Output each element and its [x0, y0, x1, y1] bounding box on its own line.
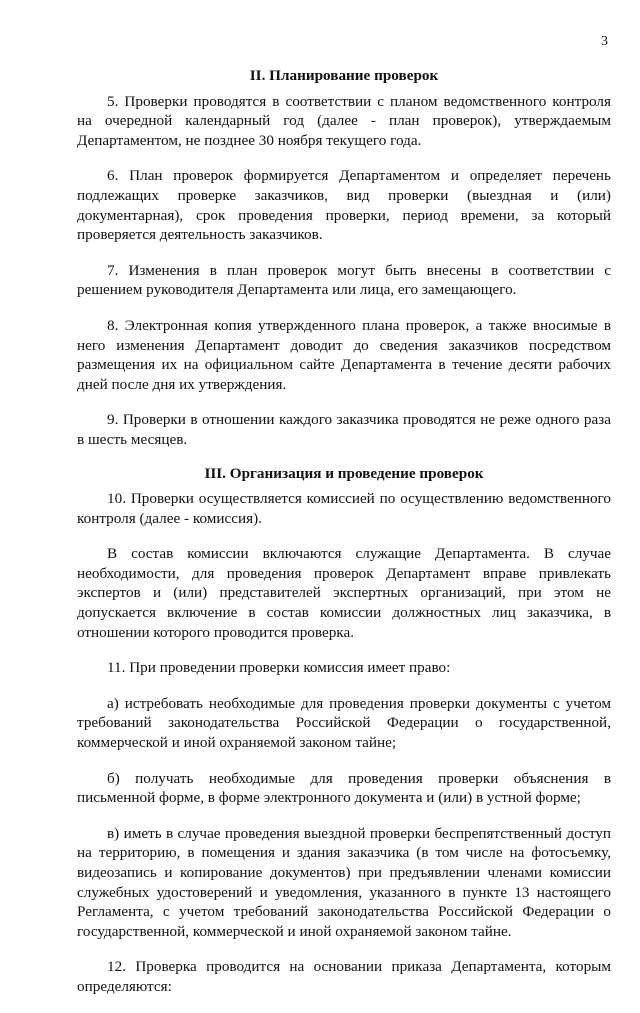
paragraph: 11. При проведении проверки комиссия имеет право:: [107, 659, 451, 677]
document-body: [77, 66, 611, 1013]
paragraph: 5. Проверки проводятся в соответствии с планом ведомственного контроля на очередной календарный год (далее - план проверок), утверждаемым Департаментом, не позднее 30 ноября текущего года.: [77, 92, 611, 149]
paragraph: 6. План проверок формируется Департаментом и определяет перечень подлежащих проверке заказчиков, вид проверки (выездная и (или) документарная), срок проведения проверки, период времени, за который проверяется деятельность заказчиков.: [77, 167, 611, 244]
page-number: 3: [601, 34, 608, 49]
paragraph: 12. Проверка проводится на основании приказа Департамента, которым определяются:: [77, 958, 611, 995]
paragraph: в) иметь в случае проведения выездной проверки беспрепятственный доступ на территорию, в помещения и здания заказчика (в том числе на фотосъемку, видеозапись и копирование документов) при предъявлении членами комиссии служебных удостоверений и уведомления, указанного в пункте 13 настоящего Регламента, с учетом требований законодательства Российской Федерации о государственной, коммерческой и иной охраняемой законом тайне.: [77, 824, 611, 940]
section-title-organization: III. Организация и проведение проверок: [204, 464, 484, 482]
paragraph: 9. Проверки в отношении каждого заказчика проводятся не реже одного раза в шесть месяцев.: [77, 411, 611, 448]
paragraph: а) истребовать необходимые для проведения проверки документы с учетом требований законодательства Российской Федерации о государственной, коммерческой и иной охраняемой законом тайне;: [77, 694, 611, 752]
section-title-planning: II. Планирование проверок: [249, 67, 439, 84]
paragraph: 7. Изменения в план проверок могут быть внесены в соответствии с решением руководителя Департамента или лица, его замещающего.: [77, 261, 611, 299]
paragraph: В состав комиссии включаются служащие Департамента. В случае необходимости, для проведения проверок Департамент вправе привлекать экспертов и (или) представителей экспертных организаций, при этом не допускается включение в состав комиссии должностных лиц заказчика, в отношении которого проводится проверка.: [77, 545, 611, 641]
paragraph: 8. Электронная копия утвержденного плана проверок, а также вносимые в него изменения Департамент доводит до сведения заказчиков посредством размещения их на официальном сайте Департамента в течение десяти рабочих дней после дня их утверждения.: [77, 316, 611, 393]
paragraph: б) получать необходимые для проведения проверки объяснения в письменной форме, в форме электронного документа и (или) в устной форме;: [77, 769, 611, 807]
paragraph: 10. Проверки осуществляется комиссией по осуществлению ведомственного контроля (далее - комиссия).: [77, 490, 611, 527]
